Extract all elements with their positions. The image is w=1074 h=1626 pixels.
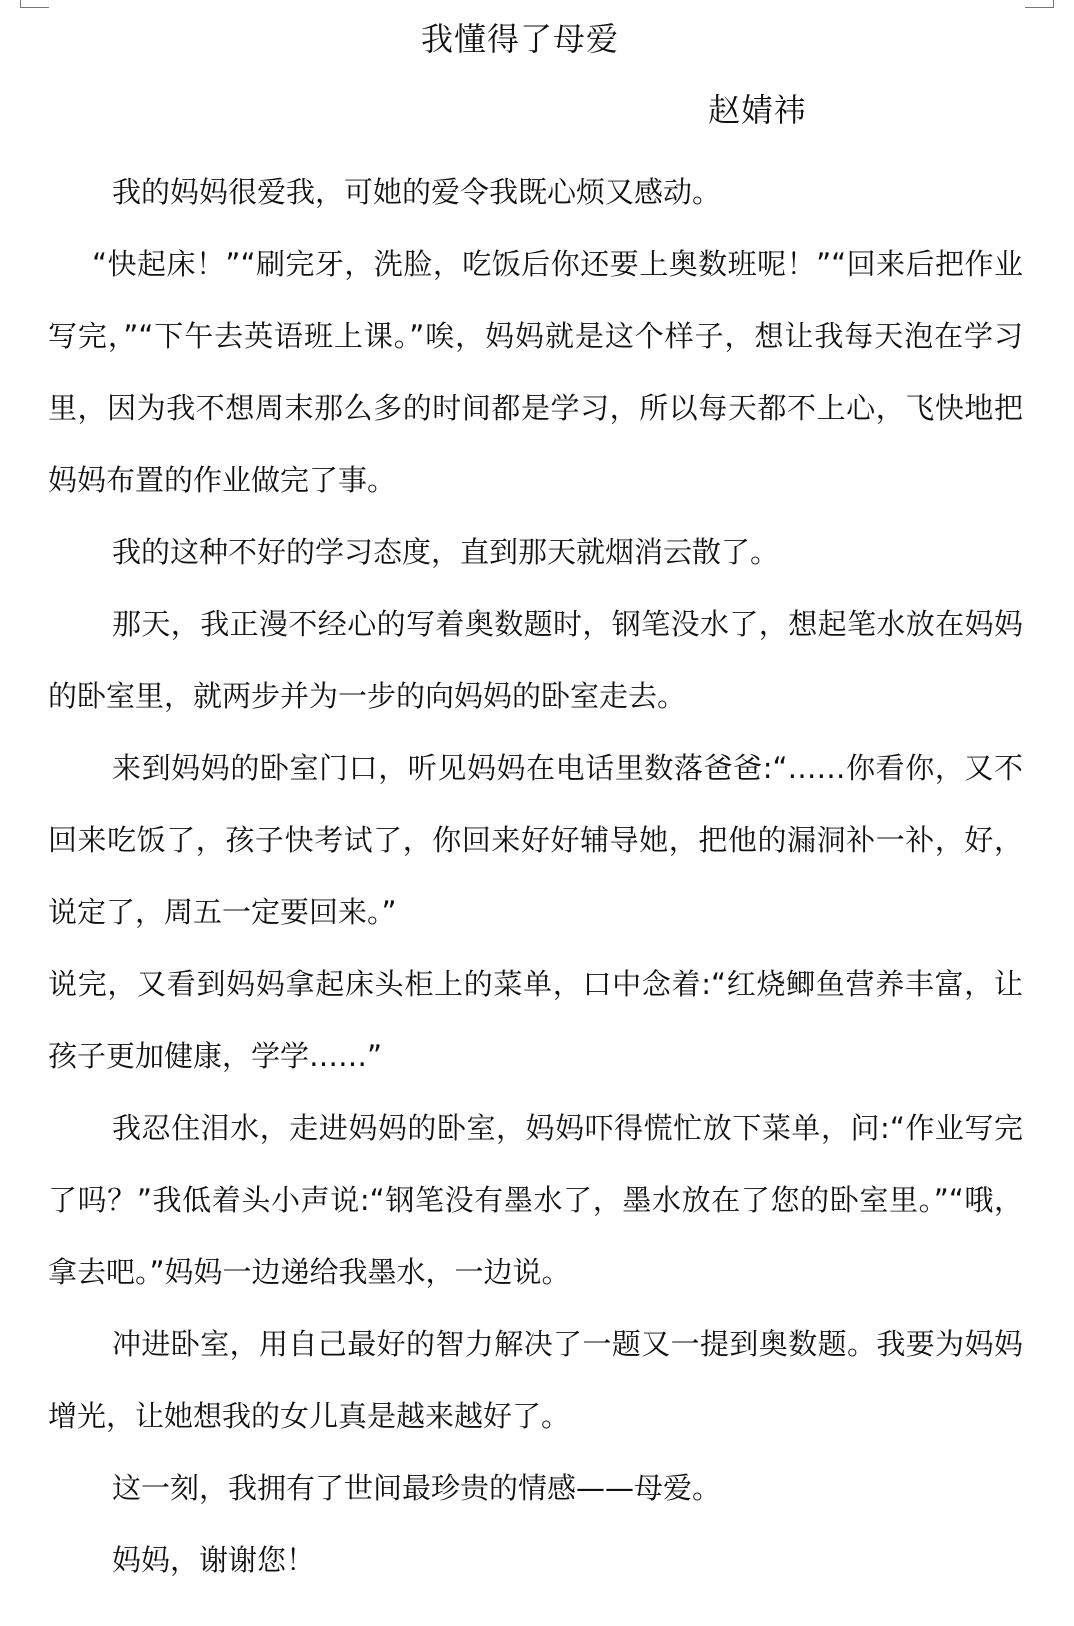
paragraph-3: 我的这种不好的学习态度，直到那天就烟消云散了。 [112,535,780,569]
essay-title: 我懂得了母爱 [420,20,619,58]
paragraph-7: 我忍住泪水，走进妈妈的卧室，妈妈吓得慌忙放下菜单，问:“作业写完了吗？”我低着头小声说:“钢笔没有墨水了，墨水放在了您的卧室里。”“哦，拿去吧。”妈妈一边递给我墨水，一边说。 [48,1111,1023,1289]
paragraph-10: 妈妈，谢谢您！ [112,1543,316,1577]
paragraph-6: 说完，又看到妈妈拿起床头柜上的菜单，口中念着:“红烧鲫鱼营养丰富，让孩子更加健康，学学……” [48,967,1023,1073]
paragraph-5: 来到妈妈的卧室门口，听见妈妈在电话里数落爸爸:“……你看你，又不回来吃饭了，孩子快考试了，你回来好好辅导她，把他的漏洞补一补，好，说定了，周五一定要回来。” [48,751,1023,929]
crop-mark-top-right [1025,0,1054,8]
paragraph-4: 那天，我正漫不经心的写着奥数题时，钢笔没水了，想起笔水放在妈妈的卧室里，就两步并为一步的向妈妈的卧室走去。 [48,607,1023,713]
crop-mark-top-left [20,0,49,8]
paragraph-2: “快起床！”“刷完牙，洗脸，吃饭后你还要上奥数班呢！”“回来后把作业写完，”“下午去英语班上课。”唉，妈妈就是这个样子，想让我每天泡在学习里，因为我不想周末那么多的时间都是学习，所以每天都不上心，飞快地把妈妈布置的作业做完了事。 [48,247,1023,497]
essay-body [48,156,1023,1596]
paragraph-8: 冲进卧室，用自己最好的智力解决了一题又一提到奥数题。我要为妈妈增光，让她想我的女儿真是越来越好了。 [48,1327,1023,1433]
essay-author: 赵婧祎 [708,91,808,129]
paragraph-1: 我的妈妈很爱我，可她的爱令我既心烦又感动。 [112,175,722,209]
paragraph-9: 这一刻，我拥有了世间最珍贵的情感——母爱。 [112,1471,722,1505]
